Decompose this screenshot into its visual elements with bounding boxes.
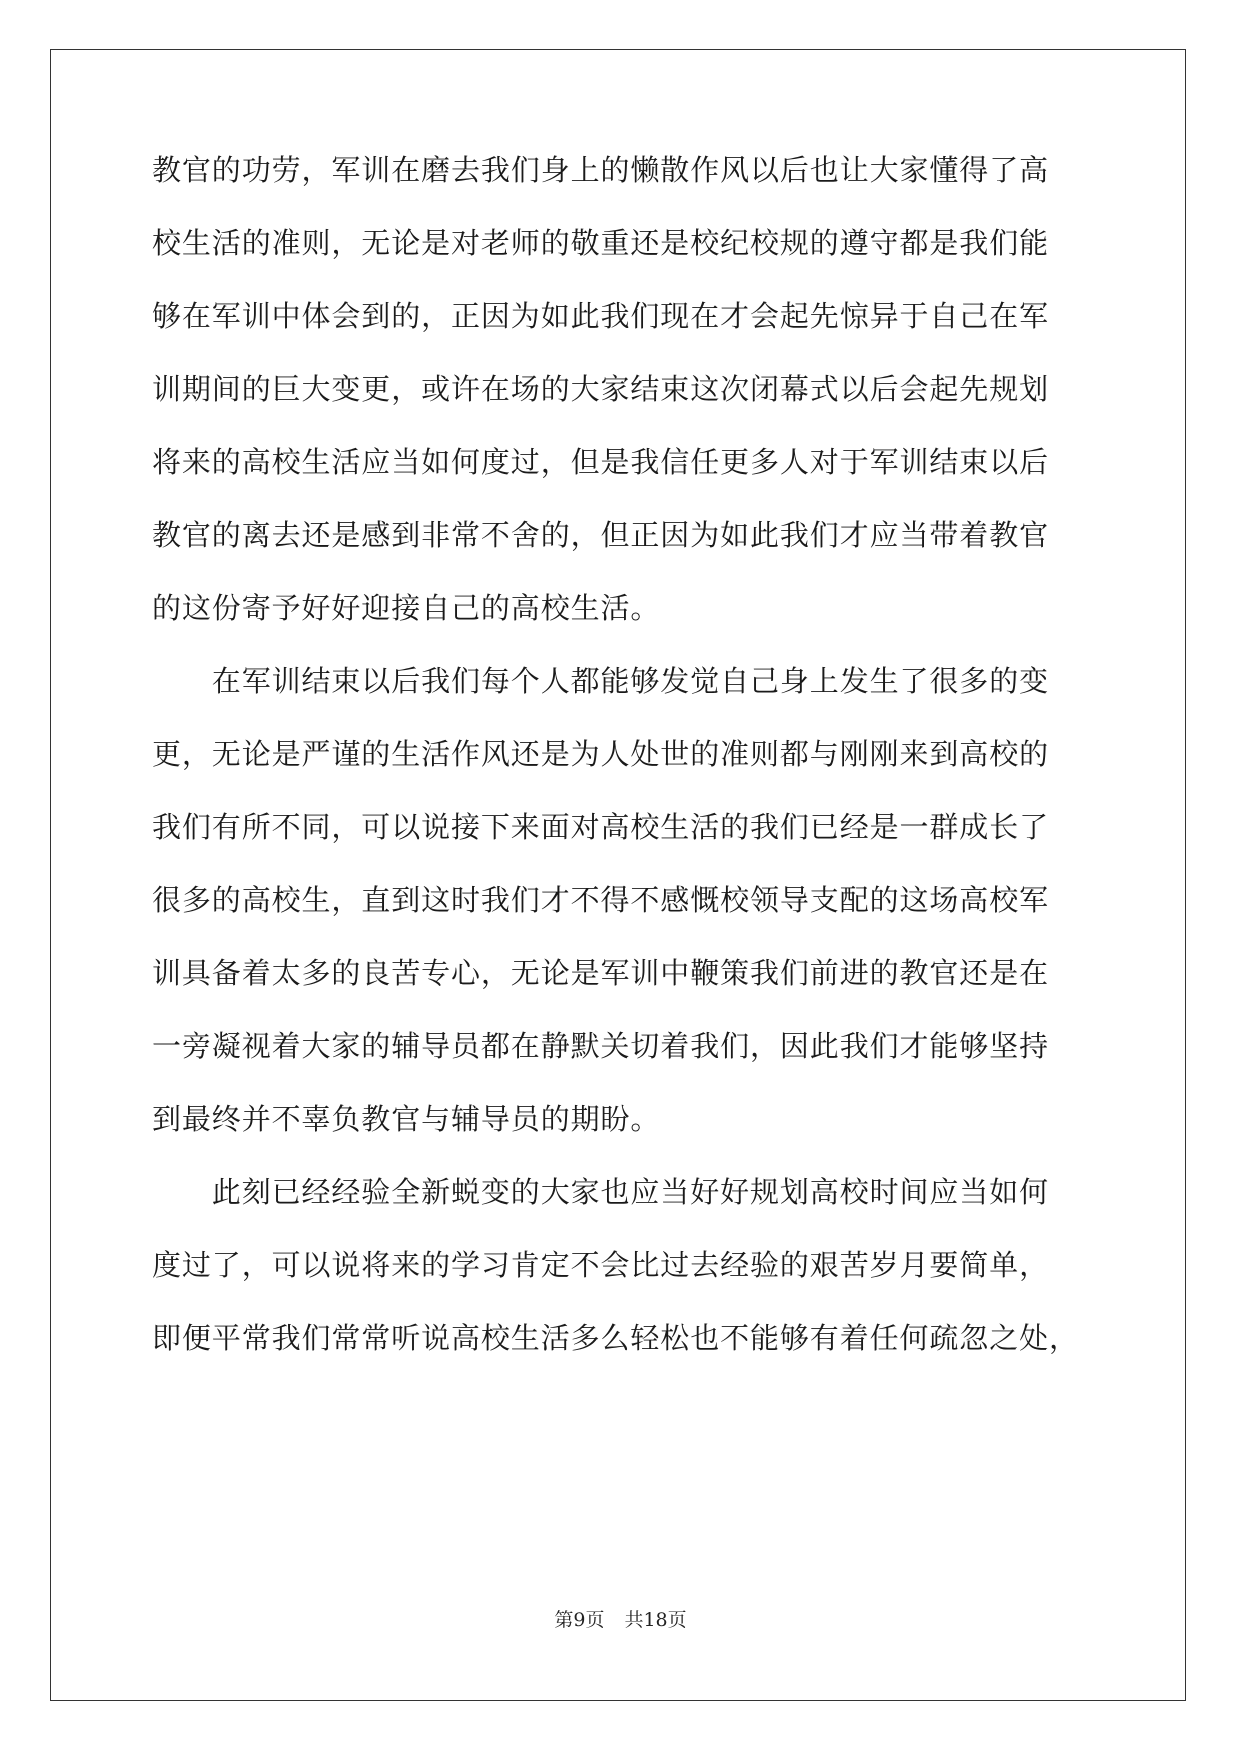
text-line: 够在军训中体会到的，正因为如此我们现在才会起先惊异于自己在军 (152, 299, 1050, 333)
text-line: 到最终并不辜负教官与辅导员的期盼。 (152, 1102, 661, 1136)
text-line: 教官的离去还是感到非常不舍的，但正因为如此我们才应当带着教官 (152, 518, 1050, 552)
text-line: 在军训结束以后我们每个人都能够发觉自己身上发生了很多的变 (152, 664, 1050, 698)
text-line: 校生活的准则，无论是对老师的敬重还是校纪校规的遵守都是我们能 (152, 226, 1050, 260)
page-footer (0, 1608, 1241, 1632)
text-line: 一旁凝视着大家的辅导员都在静默关切着我们，因此我们才能够坚持 (152, 1029, 1050, 1063)
text-line: 教官的功劳，军训在磨去我们身上的懒散作风以后也让大家懂得了高 (152, 153, 1050, 187)
text-line: 将来的高校生活应当如何度过，但是我信任更多人对于军训结束以后 (152, 445, 1050, 479)
text-line: 更，无论是严谨的生活作风还是为人处世的准则都与刚刚来到高校的 (152, 737, 1050, 771)
text-line: 此刻已经经验全新蜕变的大家也应当好好规划高校时间应当如何 (152, 1175, 1050, 1209)
text-line: 训期间的巨大变更，或许在场的大家结束这次闭幕式以后会起先规划 (152, 372, 1050, 406)
text-line: 即便平常我们常常听说高校生活多么轻松也不能够有着任何疏忽之处， (152, 1321, 1079, 1355)
text-line: 度过了，可以说将来的学习肯定不会比过去经验的艰苦岁月要简单， (152, 1248, 1050, 1282)
text-line: 的这份寄予好好迎接自己的高校生活。 (152, 591, 661, 625)
text-line: 训具备着太多的良苦专心，无论是军训中鞭策我们前进的教官还是在 (152, 956, 1050, 990)
text-line: 很多的高校生，直到这时我们才不得不感慨校领导支配的这场高校军 (152, 883, 1050, 917)
text-line: 我们有所不同，可以说接下来面对高校生活的我们已经是一群成长了 (152, 810, 1050, 844)
page-total: 共18页 (624, 1609, 687, 1631)
page-number: 第9页 (554, 1609, 605, 1631)
page-border (50, 49, 1186, 1701)
